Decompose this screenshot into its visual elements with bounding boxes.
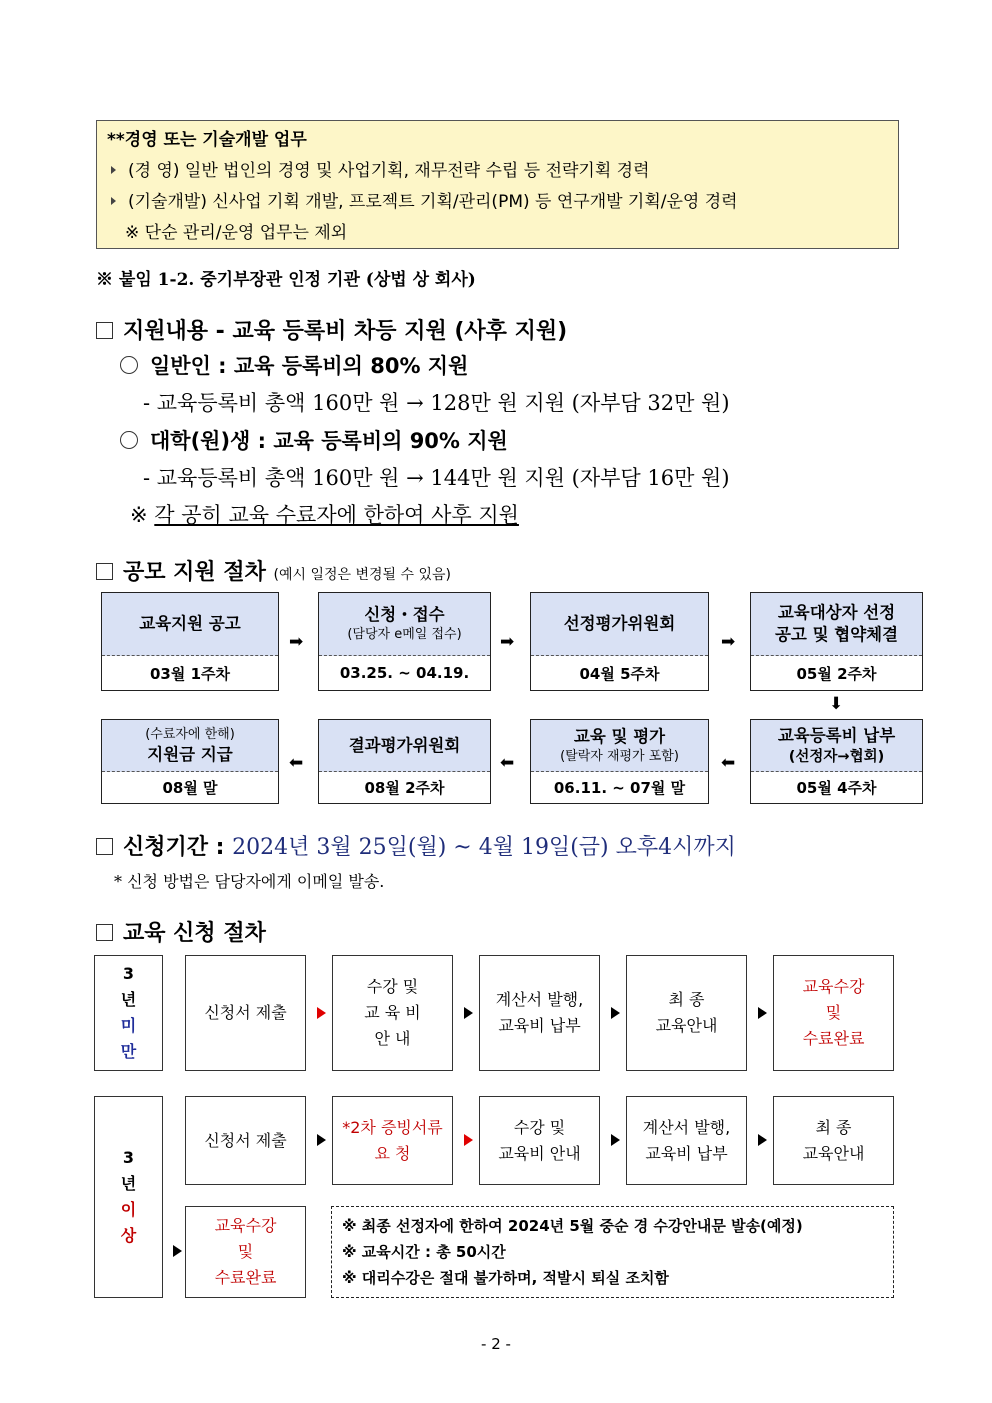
step-sub: (수료자에 한해) [145, 726, 235, 742]
step-line: 교육수강 [214, 1216, 277, 1235]
general-title [120, 350, 468, 380]
step-box [101, 719, 279, 804]
step-line: 교 육 비 [364, 1003, 421, 1022]
arrow-right-icon: ➡ [500, 632, 515, 652]
label-char: 년 [120, 990, 137, 1009]
step-sub: (담당자 e메일 접수) [347, 627, 462, 642]
over3-step [773, 1096, 894, 1185]
checkbox-square-icon [96, 838, 113, 855]
step-line: 수료완료 [802, 1029, 865, 1048]
over3-step [479, 1096, 600, 1185]
under3-step [479, 955, 600, 1071]
support-note [130, 499, 519, 529]
arrow-right-icon [464, 1007, 473, 1019]
note-item: (기술개발) 신사업 기획 개발, 프로젝트 기획/관리(PM) 등 연구개발 기획/운영 경력 [128, 192, 738, 212]
step-box [530, 719, 709, 804]
period-note: * 신청 방법은 담당자에게 이메일 발송. [114, 872, 385, 891]
general-title-text: 일반인 : 교육 등록비의 80% 지원 [150, 354, 469, 378]
step-line: 계산서 발행, [495, 990, 584, 1009]
step-title: 교육지원 공고 [139, 614, 241, 633]
step-line: 및 [825, 1003, 842, 1022]
step-title: 교육등록비 납부 [777, 725, 896, 745]
period-heading [96, 830, 736, 861]
step-line: 수강 및 [513, 1117, 566, 1137]
note-mark: ※ [130, 503, 148, 527]
under3-step [332, 955, 453, 1071]
step-line: 요 청 [374, 1143, 411, 1163]
arrow-right-icon [464, 1134, 473, 1146]
arrow-right-icon: ➡ [289, 632, 304, 652]
under3-step [626, 955, 747, 1071]
over3-step [332, 1096, 453, 1185]
step-title: 교육대상자 선정 [777, 603, 896, 622]
arrow-right-icon [758, 1007, 767, 1019]
support-heading-text: 지원내용 - 교육 등록비 차등 지원 (사후 지원) [123, 319, 568, 344]
period-label: 신청기간 : [123, 835, 225, 860]
step-title: 신청・접수 [364, 605, 445, 624]
step-line: 교육비 납부 [645, 1143, 728, 1163]
step-line: 신청서 제출 [204, 1130, 287, 1150]
note-box [96, 120, 899, 249]
support-heading [96, 314, 567, 345]
under3-step [773, 955, 894, 1071]
arrow-right-icon [611, 1007, 620, 1019]
arrow-right-icon [317, 1134, 326, 1146]
period-value: 2024년 3월 25일(월) ~ 4월 19일(금) 오후4시까지 [232, 835, 736, 860]
arrow-left-icon: ⬅ [289, 753, 304, 773]
step-line: 교육비 납부 [498, 1016, 581, 1035]
edu-note: ※ 최종 선정자에 한하여 2024년 5월 중순 경 수강안내문 발송(예정) [342, 1217, 803, 1235]
step-date: 08월 말 [162, 779, 218, 797]
circle-bullet-icon [120, 356, 138, 374]
label-char: 이 [120, 1200, 137, 1219]
step-line: 계산서 발행, [642, 1117, 731, 1137]
step-sub: (선정자→협회) [788, 748, 885, 765]
step-date: 06.11. ~ 07월 말 [553, 779, 686, 797]
step-title: 공고 및 협약체결 [774, 625, 899, 644]
under3-step [185, 955, 306, 1071]
step-line: 교육수강 [802, 977, 865, 996]
arrow-left-icon: ⬅ [721, 753, 736, 773]
label-char: 상 [120, 1226, 137, 1245]
step-line: 신청서 제출 [204, 1003, 287, 1022]
student-title [120, 425, 508, 455]
step-date: 04월 5주차 [579, 664, 660, 683]
over3-step [626, 1096, 747, 1185]
over3-step [185, 1206, 306, 1298]
step-date: 03월 1주차 [149, 664, 230, 683]
step-date: 05월 2주차 [796, 664, 877, 683]
note-item: ※ 단순 관리/운영 업무는 제외 [125, 223, 348, 243]
edu-notes [331, 1206, 894, 1298]
step-line: *2차 증빙서류 [342, 1117, 443, 1137]
edu-note: ※ 대리수강은 절대 불가하며, 적발시 퇴실 조치함 [342, 1269, 669, 1287]
step-line: 안 내 [374, 1029, 411, 1048]
bullet-icon [111, 197, 116, 205]
step-box [750, 592, 923, 691]
arrow-right-icon [173, 1245, 182, 1257]
over3-label [94, 1096, 163, 1298]
procedure-heading-text: 공모 지원 절차 [123, 560, 266, 585]
step-title: 결과평가위원회 [348, 735, 461, 755]
edu-heading-text: 교육 신청 절차 [123, 921, 266, 946]
circle-bullet-icon [120, 431, 138, 449]
procedure-heading [96, 555, 451, 586]
step-line: 교육안내 [655, 1016, 718, 1035]
step-box [318, 719, 491, 804]
over3-step [185, 1096, 306, 1185]
step-line: 교육안내 [802, 1143, 865, 1163]
step-box [101, 592, 279, 691]
support-note-text: 각 공히 교육 수료자에 한하여 사후 지원 [154, 503, 519, 527]
under3-label [94, 955, 163, 1071]
label-char: 년 [120, 1174, 137, 1193]
checkbox-square-icon [96, 563, 113, 580]
step-date: 08월 2주차 [364, 779, 445, 797]
step-date: 05월 4주차 [796, 779, 877, 797]
label-char: 3 [122, 1148, 135, 1167]
bullet-icon [111, 166, 116, 174]
step-title: 교육 및 평가 [573, 726, 666, 746]
step-box [530, 592, 709, 691]
checkbox-square-icon [96, 322, 113, 339]
arrow-down-icon: ⬇ [829, 694, 844, 714]
step-line: 교육비 안내 [498, 1143, 581, 1163]
step-title: 지원금 지급 [147, 744, 233, 764]
general-detail: - 교육등록비 총액 160만 원 → 128만 원 지원 (자부담 32만 원) [143, 391, 730, 415]
attachment-ref: ※ 붙임 1-2. 중기부장관 인정 기관 (상법 상 회사) [96, 270, 476, 290]
arrow-left-icon: ⬅ [500, 753, 515, 773]
checkbox-square-icon [96, 924, 113, 941]
step-box [318, 592, 491, 691]
arrow-right-icon [758, 1134, 767, 1146]
label-char: 만 [120, 1042, 137, 1061]
arrow-right-icon [611, 1134, 620, 1146]
step-box [750, 719, 923, 804]
step-sub: (탈락자 재평가 포함) [560, 748, 679, 764]
step-line: 최 종 [815, 1117, 852, 1137]
note-item: (경 영) 일반 법인의 경영 및 사업기획, 재무전략 수립 등 전략기획 경력 [128, 161, 650, 181]
step-line: 수강 및 [366, 977, 419, 996]
edu-note: ※ 교육시간 : 총 50시간 [342, 1243, 506, 1261]
step-line: 최 종 [668, 990, 705, 1009]
label-char: 3 [122, 964, 135, 983]
arrow-right-icon: ➡ [721, 632, 736, 652]
arrow-right-icon [317, 1007, 326, 1019]
note-title: **경영 또는 기술개발 업무 [107, 130, 307, 150]
edu-heading [96, 916, 266, 947]
student-title-text: 대학(원)생 : 교육 등록비의 90% 지원 [150, 429, 508, 453]
step-title: 선정평가위원회 [563, 614, 676, 633]
step-line: 수료완료 [214, 1268, 277, 1287]
step-line: 및 [237, 1242, 254, 1261]
step-date: 03.25. ~ 04.19. [339, 664, 470, 682]
label-char: 미 [120, 1016, 137, 1035]
page-number: - 2 - [481, 1335, 511, 1353]
procedure-heading-note: (예시 일정은 변경될 수 있음) [273, 567, 452, 583]
student-detail: - 교육등록비 총액 160만 원 → 144만 원 지원 (자부담 16만 원) [143, 466, 730, 490]
